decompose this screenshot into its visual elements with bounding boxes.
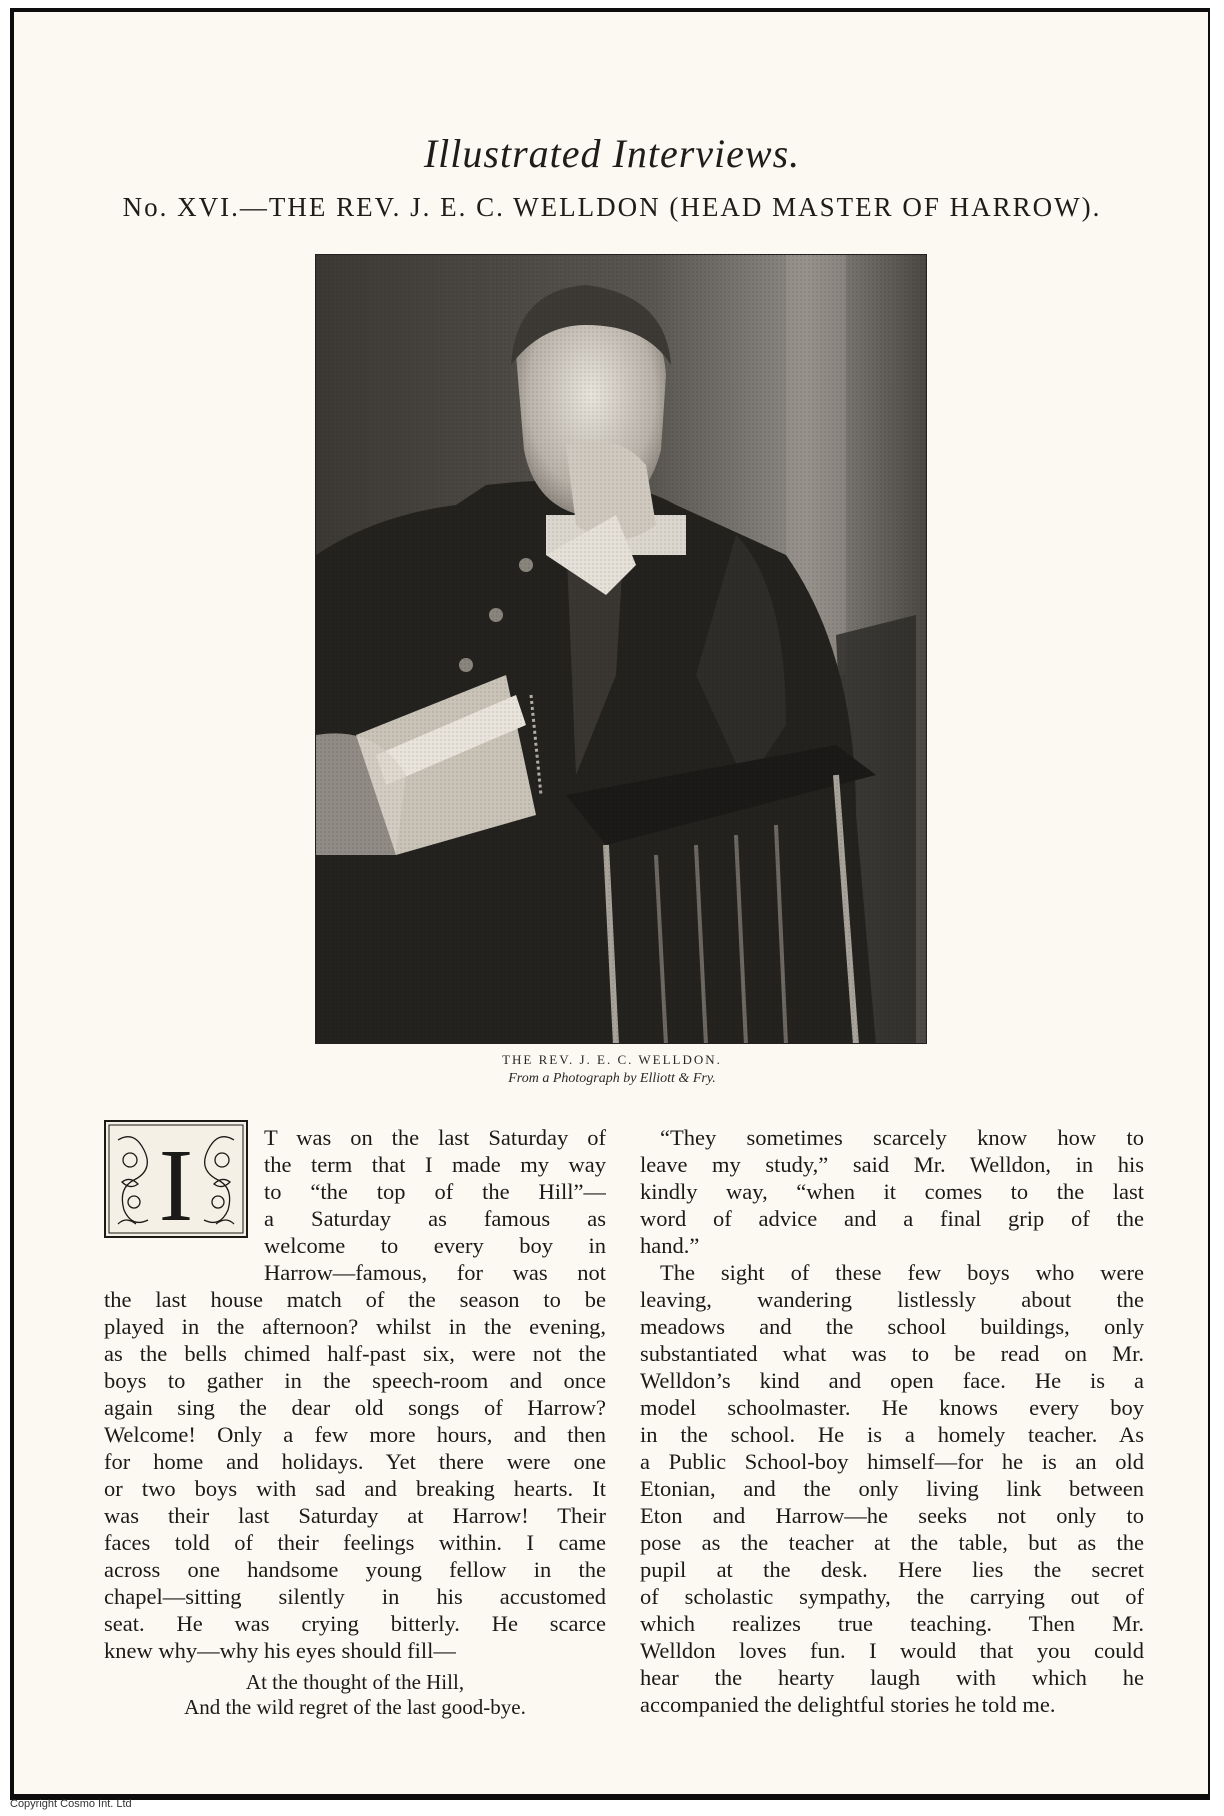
text-line: seat. He was crying bitterly. He scarce — [104, 1611, 606, 1636]
text-line: model schoolmaster. He knows every boy — [640, 1395, 1144, 1420]
text-line: Etonian, and the only living link between — [640, 1476, 1144, 1501]
text-line: the term that I made my way — [264, 1152, 606, 1177]
text-line: boys to gather in the speech-room and once — [104, 1368, 606, 1393]
text-line: Welldon loves fun. I would that you could — [640, 1638, 1144, 1663]
text-line: to “the top of the Hill”— — [264, 1179, 606, 1204]
text-line: a Public School-boy himself—for he is an old — [640, 1449, 1144, 1474]
text-line: word of advice and a final grip of the — [640, 1206, 1144, 1231]
text-line: chapel—sitting silently in his accustomed — [104, 1584, 606, 1609]
text-line: across one handsome young fellow in the — [104, 1557, 606, 1582]
text-line: Harrow—famous, for was not — [264, 1260, 606, 1285]
dropcap-letter: I — [158, 1128, 194, 1238]
text-line: meadows and the school buildings, only — [640, 1314, 1144, 1339]
ornamental-dropcap — [104, 1120, 248, 1238]
text-line: was their last Saturday at Harrow! Their — [104, 1503, 606, 1528]
text-line: for home and holidays. Yet there were one — [104, 1449, 606, 1474]
text-line: Eton and Harrow—he seeks not only to — [640, 1503, 1144, 1528]
text-line: or two boys with sad and breaking hearts. It — [104, 1476, 606, 1501]
text-line: welcome to every boy in — [264, 1233, 606, 1258]
text-line: as the bells chimed half-past six, were not the — [104, 1341, 606, 1366]
figure-credit: From a Photograph by Elliott & Fry. — [508, 1071, 716, 1086]
text-line: a Saturday as famous as — [264, 1206, 606, 1231]
text-line: leaving, wandering listlessly about the — [640, 1287, 1144, 1312]
series-title: Illustrated Interviews. — [423, 131, 801, 176]
text-line: leave my study,” said Mr. Welldon, in his — [640, 1152, 1144, 1177]
text-line: of scholastic sympathy, the carrying out of — [640, 1584, 1144, 1609]
text-line: accompanied the delightful stories he told me. — [640, 1692, 1056, 1717]
text-line: again sing the dear old songs of Harrow? — [104, 1395, 606, 1420]
text-line: substantiated what was to be read on Mr. — [640, 1341, 1144, 1366]
copyright-notice: Copyright Cosmo Int. Ltd — [10, 1798, 132, 1810]
text-line: Welldon’s kind and open face. He is a — [640, 1368, 1144, 1393]
text-line: T was on the last Saturday of — [264, 1125, 606, 1150]
text-line: played in the afternoon? whilst in the evening, — [104, 1314, 606, 1339]
article-title: No. XVI.—THE REV. J. E. C. WELLDON (HEAD MASTER OF HARROW). — [122, 192, 1102, 222]
portrait-photograph — [315, 254, 927, 1044]
text-line: pupil at the desk. Here lies the secret — [640, 1557, 1144, 1582]
text-line: Welcome! Only a few more hours, and then — [104, 1422, 606, 1447]
text-line: hand.” — [640, 1233, 700, 1258]
verse-line: And the wild regret of the last good-bye. — [184, 1695, 526, 1719]
verse-line: At the thought of the Hill, — [245, 1670, 465, 1694]
text-line: faces told of their feelings within. I came — [104, 1530, 606, 1555]
figure-caption: THE REV. J. E. C. WELLDON. — [502, 1052, 722, 1067]
text-line: pose as the teacher at the table, but as the — [640, 1530, 1144, 1555]
text-line: The sight of these few boys who were — [660, 1260, 1144, 1285]
text-line: hear the hearty laugh with which he — [640, 1665, 1144, 1690]
text-line: in the school. He is a homely teacher. As — [640, 1422, 1144, 1447]
text-line: which realizes true teaching. Then Mr. — [640, 1611, 1144, 1636]
text-line: kindly way, “when it comes to the last — [640, 1179, 1144, 1204]
text-line: knew why—why his eyes should fill— — [104, 1638, 456, 1663]
text-line: the last house match of the season to be — [104, 1287, 606, 1312]
text-line: “They sometimes scarcely know how to — [660, 1125, 1144, 1150]
